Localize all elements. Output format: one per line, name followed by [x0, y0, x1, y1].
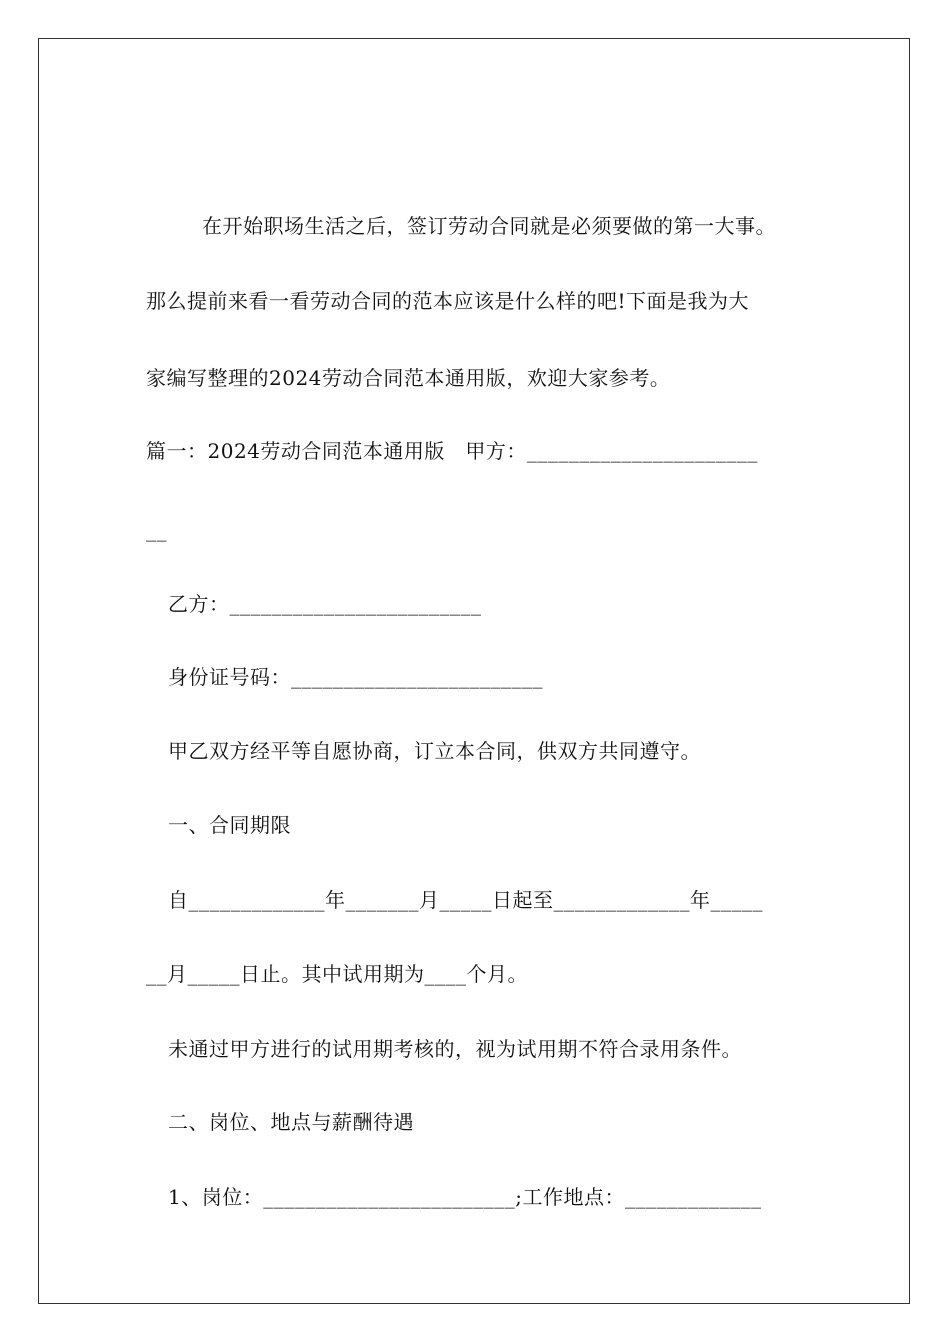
section-heading-party-a: 篇一：2024劳动合同范本通用版 甲方：______________________	[146, 439, 758, 463]
contract-term-dates-continuation: __月_____日止。其中试用期为____个月。	[146, 962, 528, 986]
party-b-field: 乙方：________________________	[168, 592, 482, 616]
agreement-statement: 甲乙双方经平等自愿协商，订立本合同，供双方共同遵守。	[168, 739, 701, 763]
contract-term-heading: 一、合同期限	[168, 813, 291, 837]
position-location-field: 1、岗位：________________________;工作地点：_____________	[168, 1185, 762, 1209]
intro-paragraph-line-3: 家编写整理的2024劳动合同范本通用版，欢迎大家参考。	[146, 366, 671, 390]
intro-paragraph-line-2: 那么提前来看一看劳动合同的范本应该是什么样的吧!下面是我为大	[146, 289, 750, 313]
party-a-blank-continuation: __	[146, 518, 167, 542]
probation-clause: 未通过甲方进行的试用期考核的，视为试用期不符合录用条件。	[168, 1037, 742, 1061]
id-number-field: 身份证号码：________________________	[168, 665, 543, 689]
intro-paragraph-line-1: 在开始职场生活之后，签订劳动合同就是必须要做的第一大事。	[202, 214, 776, 238]
contract-term-dates: 自_____________年_______月_____日起至_____________年_____	[168, 888, 763, 912]
position-location-pay-heading: 二、岗位、地点与薪酬待遇	[168, 1110, 414, 1134]
